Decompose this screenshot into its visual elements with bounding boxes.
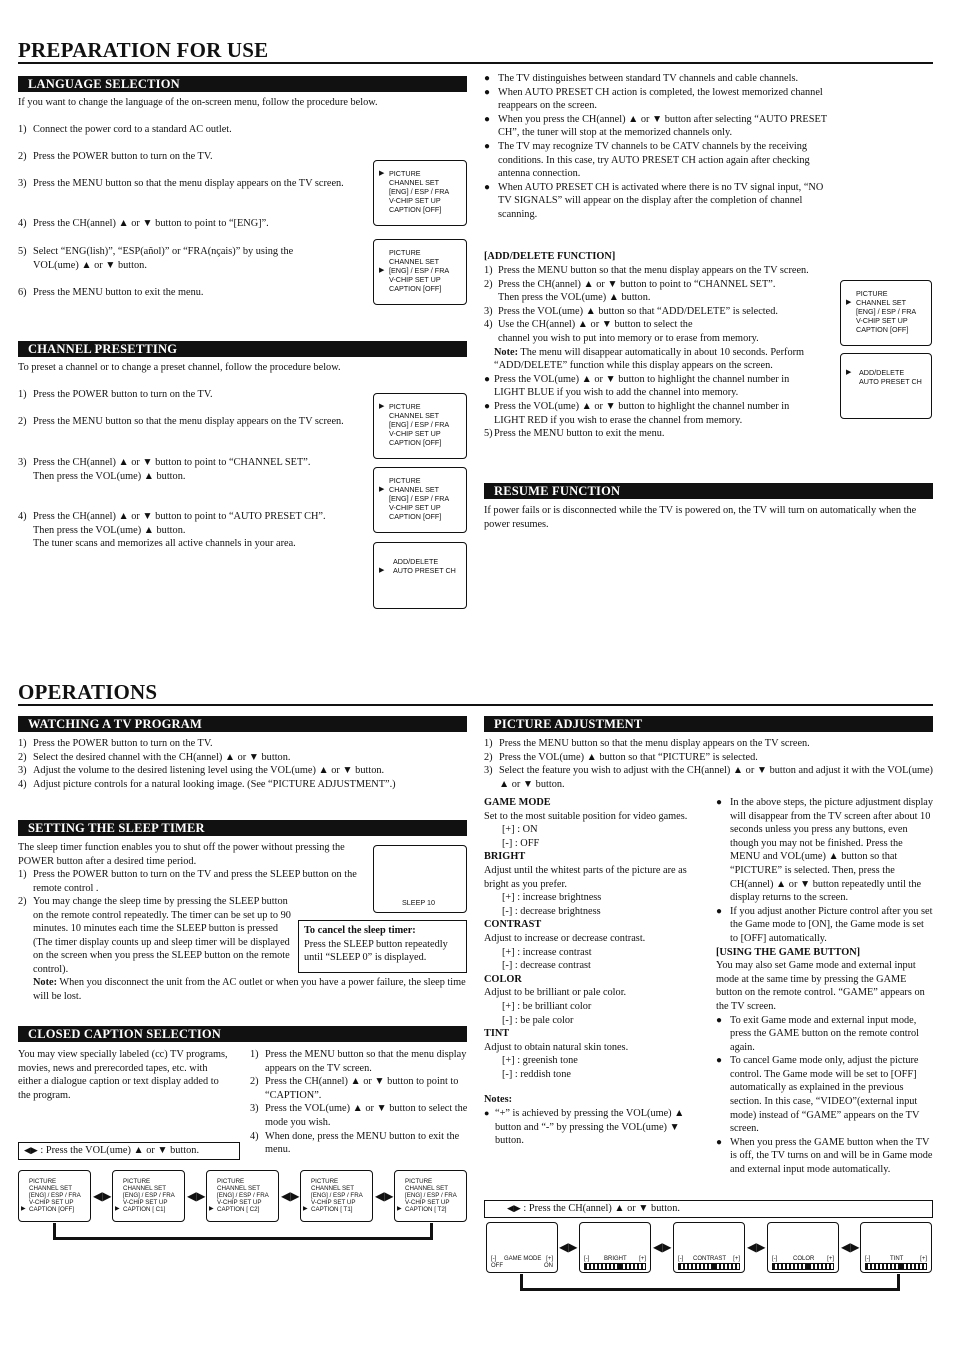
add-delete-heading: [ADD/DELETE FUNCTION] xyxy=(484,251,616,262)
picture-right-notes: ● In the above steps, the picture adjustment display will disappear from the TV screen after about 10 seconds unless you press any buttons, even though you may not be finished. Press the MENU and VOL(ume) ▲ button so that “PICTURE” is selected. Then, press the CH(annel) ▲ or ▼ button repeatedly until the display returns to the screen. ● If you adjust another Picture control after you set the Game mode to [ON], the Game mode is set to [OFF] automatically. [USING THE GAME BUTTON] You may also set Game mode and external input mode at the same time by pressing the GAME button on the remote control. “GAME” appears on the TV screen. ● To exit Game mode and external input mode, press the GAME button on the remote control again. ● To cancel Game mode only, adjust the picture control. The Game mode will be set to [OFF] automatically as explained in the previous section. In this case, “VIDEO”(external input mode) instead of “GAME” appears on the TV screen. ● When you press the GAME button when the TV is off, the TV turns on and will be in Game mode and external input mode automatically. xyxy=(716,797,934,1176)
double-arrow-icon: ◀▶ xyxy=(281,1189,300,1203)
title-rule xyxy=(18,62,933,64)
add-delete-steps: 1) Press the MENU button so that the menu display appears on the TV screen. 2) Press the CH(annel) ▲ or ▼ button to point to “CHANNEL SET”. Then press the VOL(ume) ▲ button. 3) Press the VOL(ume) ▲ button so that “ADD/DELETE” is selected. 4) Use the CH(annel) ▲ or ▼ button to select the channel you wish to put into memory or to erase from memory. Note: The menu will disappear automatically in about 10 seconds. Perform “ADD/DELETE” function while this display appears on the screen. ● Press the VOL(ume) ▲ or ▼ button to highlight the channel number in LIGHT BLUE if you wish to add the channel into memory. ● Press the VOL(ume) ▲ or ▼ button to highlight the channel number in LIGHT RED if you wish to erase the channel from memory. 5) Press the MENU button to exit the menu. xyxy=(484,265,809,440)
osd-tint: [-] TINT [+] xyxy=(860,1222,932,1273)
sleep-note: Note: When you disconnect the unit from the AC outlet or when you have a power failure, the sleep time will be lost. xyxy=(33,977,466,1002)
double-arrow-icon: ◀▶ xyxy=(653,1240,672,1254)
cc-intro: You may view specially labeled (cc) TV programs, movies, news and prerecorded tapes, etc. with either a dialogue caption or text display added to the program. xyxy=(18,1049,228,1101)
osd-menu-channel-set-2: PICTURE ▶ CHANNEL SET [ENG] / ESP / FRA V-CHIP SET UP CAPTION [OFF] xyxy=(840,280,932,346)
osd-contrast: [-] CONTRAST [+] xyxy=(673,1222,745,1273)
double-arrow-icon: ◀▶ xyxy=(375,1189,394,1203)
chan-step-3: 3) Press the CH(annel) ▲ or ▼ button to point to “CHANNEL SET”. Then press the VOL(ume) ▲ button. xyxy=(18,457,311,482)
channel-note: ● When AUTO PRESET CH action is completed, the lowest memorized channel reappears on the screen. xyxy=(484,86,823,112)
double-arrow-icon: ◀▶ xyxy=(559,1240,578,1254)
osd-caption-t1: PICTURE CHANNEL SET [ENG] / ESP / FRA V-CHIP SET UP ▶ CAPTION [ T1] xyxy=(300,1170,373,1222)
chan-step-1: 1) Press the POWER button to turn on the TV. xyxy=(18,389,213,400)
loop-line xyxy=(430,1223,433,1239)
language-selection-header: LANGUAGE SELECTION xyxy=(18,76,467,92)
osd-color: [-] COLOR [+] xyxy=(767,1222,839,1273)
double-arrow-icon: ◀▶ xyxy=(24,1146,38,1156)
watching-steps: 1) Press the POWER button to turn on the TV. 2) Select the desired channel with the CH(annel) ▲ or ▼ button. 3) Adjust the volume to the desired listening level using the VOL(ume) ▲ or ▼ button. 4) Adjust picture controls for a natural looking image. (See “PICTURE ADJUSTMENT”.) xyxy=(18,738,396,790)
cc-legend: ◀▶ : Press the VOL(ume) ▲ or ▼ button. xyxy=(18,1142,240,1160)
chan-step-2: 2) Press the MENU button so that the menu display appears on the TV screen. xyxy=(18,416,344,427)
tint-level-bar xyxy=(865,1263,927,1270)
language-intro: If you want to change the language of the on-screen menu, follow the procedure below. xyxy=(18,97,378,108)
channel-note: ● The TV distinguishes between standard TV channels and cable channels. xyxy=(484,73,799,84)
picture-legend: ◀▶ : Press the CH(annel) ▲ or ▼ button. xyxy=(484,1200,933,1218)
osd-menu-language: PICTURE CHANNEL SET ▶ [ENG] / ESP / FRA V-CHIP SET UP CAPTION [OFF] xyxy=(373,239,467,305)
channel-presetting-header: CHANNEL PRESETTING xyxy=(18,341,467,357)
lang-step-4: 4) Press the CH(annel) ▲ or ▼ button to point to “[ENG]”. xyxy=(18,218,269,229)
channel-note: ● When you press the CH(annel) ▲ or ▼ button after selecting “AUTO PRESET CH”, the tuner will stop at the memorized channels only. xyxy=(484,113,827,139)
osd-menu-picture-2: ▶ PICTURE CHANNEL SET [ENG] / ESP / FRA V-CHIP SET UP CAPTION [OFF] xyxy=(373,393,467,459)
picture-steps: 1) Press the MENU button so that the menu display appears on the TV screen. 2) Press the VOL(ume) ▲ button so that “PICTURE” is selected. 3) Select the feature you wish to adjust with the CH(annel) ▲ or ▼ button and adjust it with the VOL(ume) ▲ or ▼ button. xyxy=(484,738,933,790)
prep-title: PREPARATION FOR USE xyxy=(18,38,269,62)
watching-header: WATCHING A TV PROGRAM xyxy=(18,716,467,732)
operations-title: OPERATIONS xyxy=(18,680,158,704)
loop-line xyxy=(520,1288,900,1291)
cancel-sleep-box: To cancel the sleep timer: Press the SLEEP button repeatedly until “SLEEP 0” is displayed. xyxy=(298,920,467,973)
contrast-level-bar xyxy=(678,1263,740,1270)
lang-step-1: 1) Connect the power cord to a standard AC outlet. xyxy=(18,124,232,135)
osd-menu-channel-set: PICTURE ▶ CHANNEL SET [ENG] / ESP / FRA V-CHIP SET UP CAPTION [OFF] xyxy=(373,467,467,533)
double-arrow-icon: ◀▶ xyxy=(747,1240,766,1254)
resume-text: If power fails or is disconnected while the TV is powered on, the TV will turn on automatically when the power resumes. xyxy=(484,505,917,530)
picture-features: GAME MODE Set to the most suitable position for video games. [+] : ON [-] : OFF BRIGHT Adjust until the whitest parts of the picture are as bright as you prefer. [+] : increase brightness [-] : decrease brightness CONTRAST Adjust to increase or decrease contrast. [+] : increase contrast [-] : decrease contrast COLOR Adjust to be brilliant or pale color. [+] : be brilliant color [-] : be pale color TINT Adjust to obtain natural skin tones. [+] : greenish tone [-] : reddish tone Notes: ● “+” is achieved by pressing the VOL(ume) ▲ button and “-” by pressing the VOL(ume) ▼ button. xyxy=(484,797,688,1147)
cc-steps: 1) Press the MENU button so that the menu display appears on the TV screen. 2) Press the CH(annel) ▲ or ▼ button to point to “CAPTION”. 3) Press the VOL(ume) ▲ or ▼ button to select the mode you wish. 4) When done, press the MENU button to exit the menu. xyxy=(250,1049,468,1156)
closed-caption-header: CLOSED CAPTION SELECTION xyxy=(18,1026,467,1042)
lang-step-3: 3) Press the MENU button so that the menu display appears on the TV screen. xyxy=(18,178,344,189)
double-arrow-icon: ◀▶ xyxy=(187,1189,206,1203)
loop-line xyxy=(897,1274,900,1290)
double-arrow-icon: ◀▶ xyxy=(93,1189,112,1203)
bright-level-bar xyxy=(584,1263,646,1270)
resume-function-header: RESUME FUNCTION xyxy=(484,483,933,499)
sleep-timer-header: SETTING THE SLEEP TIMER xyxy=(18,820,467,836)
lang-step-2: 2) Press the POWER button to turn on the TV. xyxy=(18,151,213,162)
osd-sleep-display: SLEEP 10 xyxy=(373,845,467,913)
sleep-intro: The sleep timer function enables you to shut off the power without pressing the POWER button after a desired time period. xyxy=(18,842,345,867)
osd-menu-auto-preset: ADD/DELETE ▶ AUTO PRESET CH xyxy=(373,542,467,609)
osd-caption-off: PICTURE CHANNEL SET [ENG] / ESP / FRA V-CHIP SET UP ▶ CAPTION [OFF] xyxy=(18,1170,91,1222)
channel-note: ● The TV may recognize TV channels to be CATV channels by the receiving conditions. In this case, try AUTO PRESET CH action again after checking antenna connection. xyxy=(484,140,810,180)
lang-step-5: 5) Select “ENG(lish)”, “ESP(añol)” or “FRA(nçais)” by using the VOL(ume) ▲ or ▼ button. xyxy=(18,246,294,271)
channel-note: ● When AUTO PRESET CH is activated where there is no TV signal input, “NO TV SIGNALS” will appear on the display after the completion of channel scanning. xyxy=(484,181,824,220)
osd-caption-c1: PICTURE CHANNEL SET [ENG] / ESP / FRA V-CHIP SET UP ▶ CAPTION [ C1] xyxy=(112,1170,185,1222)
sleep-step-1: 1) Press the POWER button to turn on the TV and press the SLEEP button on the remote control . xyxy=(18,869,357,894)
channel-intro: To preset a channel or to change a preset channel, follow the procedure below. xyxy=(18,362,341,373)
lang-step-6: 6) Press the MENU button to exit the menu. xyxy=(18,287,204,298)
osd-caption-c2: PICTURE CHANNEL SET [ENG] / ESP / FRA V-CHIP SET UP ▶ CAPTION [ C2] xyxy=(206,1170,279,1222)
operations-rule xyxy=(18,704,933,706)
osd-caption-t2: PICTURE CHANNEL SET [ENG] / ESP / FRA V-CHIP SET UP ▶ CAPTION [ T2] xyxy=(394,1170,467,1222)
sleep-step-2: 2) You may change the sleep time by pressing the SLEEP button on the remote control repeatedly. The timer can be set up to 90 minutes. 10 minutes each time the SLEEP button is pressed (The timer display counts up and sleep timer will be displayed on the screen when you press the SLEEP button on the remote control). xyxy=(18,896,291,975)
double-arrow-icon: ◀▶ xyxy=(507,1204,521,1214)
osd-bright: [-] BRIGHT [+] xyxy=(579,1222,651,1273)
osd-menu-add-delete: ▶ ADD/DELETE AUTO PRESET CH xyxy=(840,353,932,419)
channel-notes-list xyxy=(484,72,834,222)
loop-line xyxy=(53,1237,433,1240)
osd-menu-picture: ▶ PICTURE CHANNEL SET [ENG] / ESP / FRA V-CHIP SET UP CAPTION [OFF] xyxy=(373,160,467,226)
chan-step-4: 4) Press the CH(annel) ▲ or ▼ button to point to “AUTO PRESET CH”. Then press the VOL(ume) ▲ button. The tuner scans and memorizes all active channels in your area. xyxy=(18,511,326,550)
picture-adjustment-header: PICTURE ADJUSTMENT xyxy=(484,716,933,732)
osd-game-mode: [-] GAME MODE [+] OFF ON xyxy=(486,1222,558,1273)
double-arrow-icon: ◀▶ xyxy=(841,1240,860,1254)
color-level-bar xyxy=(772,1263,834,1270)
